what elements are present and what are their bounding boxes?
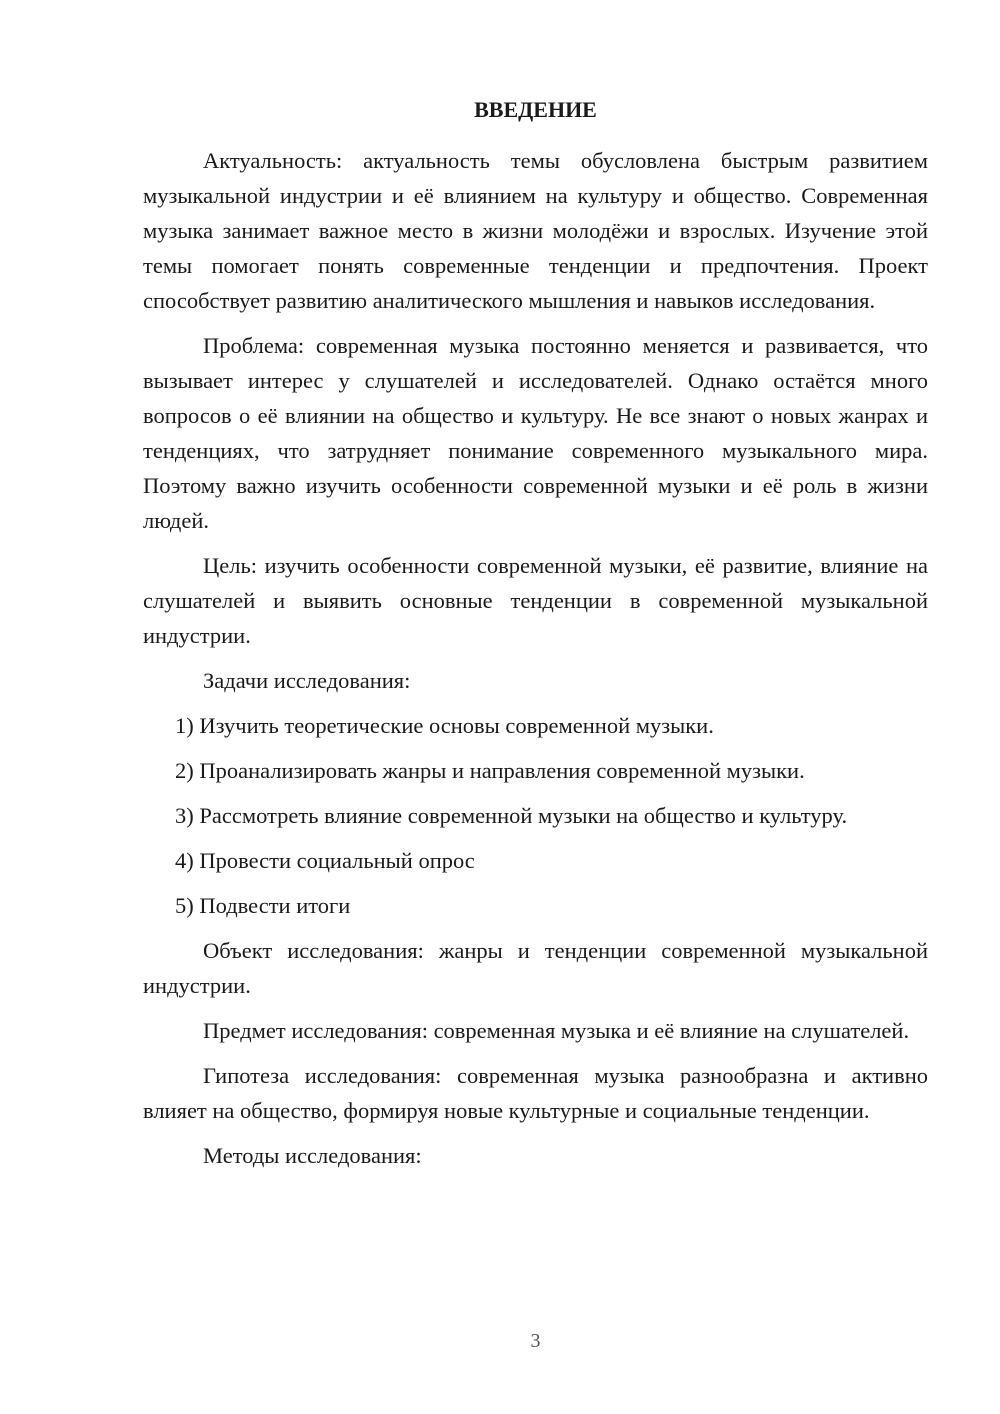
task-item-4: 4) Провести социальный опрос	[175, 848, 475, 873]
goal-paragraph: Цель: изучить особенности современной музыки, её развитие, влияние на слушателей и выявить основные тенденции в современной музыкальной индустрии.	[143, 553, 928, 648]
problem-paragraph: Проблема: современная музыка постоянно меняется и развивается, что вызывает интерес у слушателей и исследователей. Однако остаётся много вопросов о её влиянии на общество и культуру. Не все знают о новых жанрах и тенденциях, что затрудняет понимание современного музыкального мира. Поэтому важно изучить особенности современной музыки и её роль в жизни людей.	[143, 333, 928, 533]
task-item-2: 2) Проанализировать жанры и направления современной музыки.	[175, 758, 805, 783]
page-number: 3	[530, 1330, 541, 1352]
subject-paragraph: Предмет исследования: современная музыка и её влияние на слушателей.	[203, 1018, 910, 1043]
document-body	[143, 143, 928, 1183]
methods-heading: Методы исследования:	[203, 1143, 422, 1168]
task-item-3: 3) Рассмотреть влияние современной музыки на общество и культуру.	[175, 803, 848, 828]
hypothesis-paragraph: Гипотеза исследования: современная музыка разнообразна и активно влияет на общество, формируя новые культурные и социальные тенденции.	[143, 1063, 928, 1123]
tasks-heading: Задачи исследования:	[203, 668, 411, 693]
page-title: ВВЕДЕНИЕ	[474, 97, 597, 122]
object-paragraph: Объект исследования: жанры и тенденции современной музыкальной индустрии.	[143, 938, 928, 998]
relevance-paragraph: Актуальность: актуальность темы обусловлена быстрым развитием музыкальной индустрии и её влиянием на культуру и общество. Современная музыка занимает важное место в жизни молодёжи и взрослых. Изучение этой темы помогает понять современные тенденции и предпочтения. Проект способствует развитию аналитического мышления и навыков исследования.	[143, 148, 928, 313]
task-item-5: 5) Подвести итоги	[175, 893, 351, 918]
document-page	[143, 0, 928, 1414]
task-item-1: 1) Изучить теоретические основы современной музыки.	[175, 713, 714, 738]
